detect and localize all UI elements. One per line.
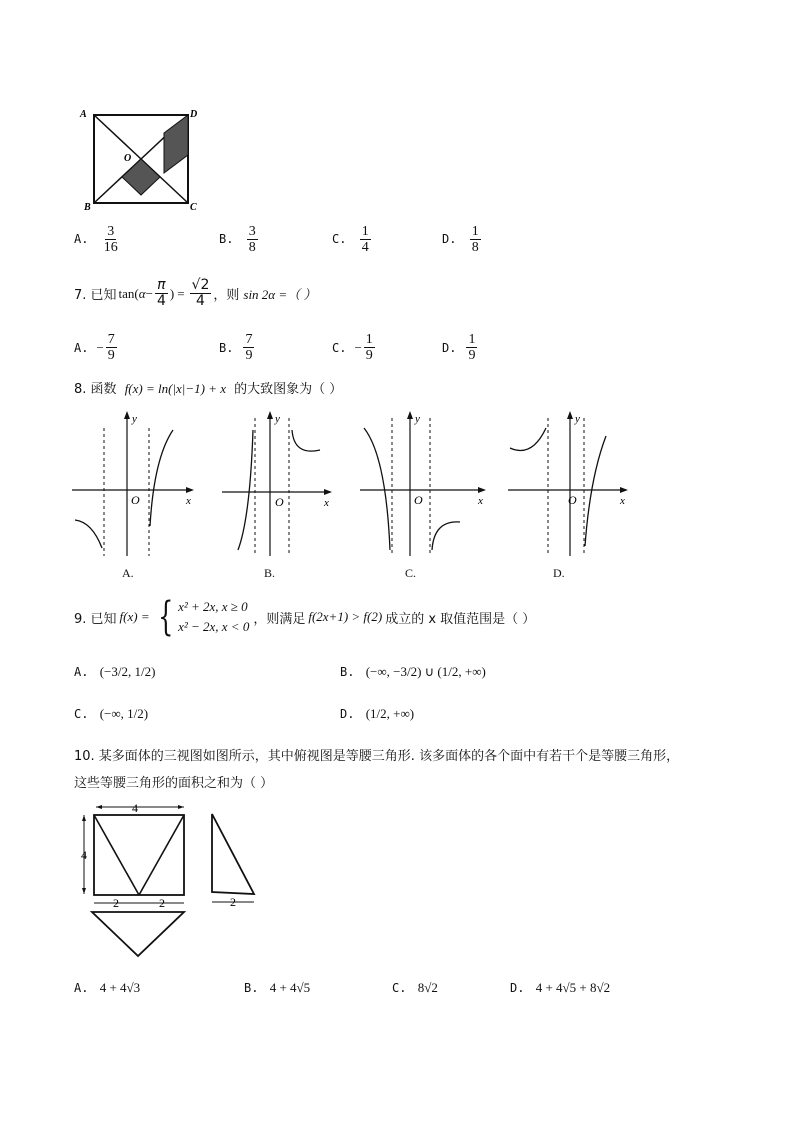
graph-d-y-label: y: [575, 413, 580, 425]
q8-graph-a-label: A.: [122, 566, 134, 580]
q8-stem: 8. 函数 f(x) = ln(|x|−1) + x 的大致图象为（ ）: [74, 381, 343, 397]
q7-option-b[interactable]: B. $\frac{7}{9}$: [219, 332, 253, 364]
graph-a-origin-label: O: [131, 493, 140, 507]
q10-stem-line1: 10. 某多面体的三视图如图所示，其中俯视图是等腰三角形. 该多面体的各个面中有若干个是等腰三角形，: [74, 749, 680, 764]
q10-side-view: [206, 810, 266, 910]
dim-side: 2: [230, 895, 236, 909]
q8-graph-b[interactable]: [220, 408, 350, 558]
label-c: C: [190, 202, 197, 213]
q8-graph-c[interactable]: [356, 408, 496, 558]
q8-graph-d[interactable]: [506, 408, 636, 558]
q10-option-c[interactable]: C. 8√2: [392, 980, 438, 995]
graph-a-y-label: y: [132, 413, 137, 425]
dim-b1: 2: [113, 896, 119, 909]
label-d: D: [190, 109, 198, 120]
q8-graph-a[interactable]: [70, 408, 200, 558]
q10-stem-line2: 这些等腰三角形的面积之和为（ ）: [74, 776, 274, 791]
graph-b-origin-label: O: [275, 495, 284, 509]
q9-option-c[interactable]: C. (−∞, 1/2): [74, 706, 149, 721]
q10-front-view: [76, 797, 196, 909]
q9-option-a[interactable]: A. (−3/2, 1/2): [74, 664, 156, 679]
dim-b2: 2: [159, 896, 165, 909]
dim-left: 4: [81, 848, 87, 862]
q7-option-c[interactable]: C. − $\frac{1}{9}$: [332, 332, 373, 364]
graph-b-y-label: y: [275, 413, 280, 425]
q9-brace: {: [157, 594, 173, 640]
dim-top: 4: [132, 801, 138, 815]
q10-option-b[interactable]: B. 4 + 4√5: [244, 980, 311, 995]
q10-option-a[interactable]: A. 4 + 4√3: [74, 980, 141, 995]
q8-graph-d-label: D.: [553, 566, 565, 580]
graph-c-x-label: x: [478, 495, 483, 507]
q8-graph-b-label: B.: [264, 566, 276, 580]
q10-top-view: [86, 908, 190, 958]
q6-square-figure: [78, 105, 208, 215]
q8-graph-c-label: C.: [405, 566, 417, 580]
label-b: B: [84, 202, 91, 213]
graph-d-origin-label: O: [568, 493, 577, 507]
graph-a-x-label: x: [186, 495, 191, 507]
q7-option-d[interactable]: D. $\frac{1}{9}$: [442, 332, 476, 364]
q7-stem: 7. 已知 tan( α − $\frac{\pi}{4}$ ) = $\frac{√2}{4}$ ，则 sin 2α =（ ）: [74, 277, 317, 310]
graph-c-y-label: y: [415, 413, 420, 425]
q9-option-d[interactable]: D. (1/2, +∞): [340, 706, 415, 721]
q10-option-d[interactable]: D. 4 + 4√5 + 8√2: [510, 980, 611, 995]
q7-option-a[interactable]: A. − $\frac{7}{9}$: [74, 332, 115, 364]
q6-option-c[interactable]: C. $\frac{1}{4}$: [332, 224, 369, 256]
graph-b-x-label: x: [324, 497, 329, 509]
q9-stem: 9. 已知 f(x) = { x² + 2x, x ≥ 0 x² − 2x, x < 0 ，则满足 f(2x+1) > f(2) 成立的 x 取值范围是（ ）: [74, 594, 536, 640]
label-o: O: [124, 153, 132, 164]
q9-option-b[interactable]: B. (−∞, −3/2) ∪ (1/2, +∞): [340, 664, 486, 679]
q6-option-a[interactable]: A. $\frac{3}{16}$: [74, 224, 118, 256]
label-a: A: [80, 109, 87, 120]
graph-c-origin-label: O: [414, 493, 423, 507]
graph-d-x-label: x: [620, 495, 625, 507]
q6-option-d[interactable]: D. $\frac{1}{8}$: [442, 224, 479, 256]
q6-option-b[interactable]: B. $\frac{3}{8}$: [219, 224, 256, 256]
